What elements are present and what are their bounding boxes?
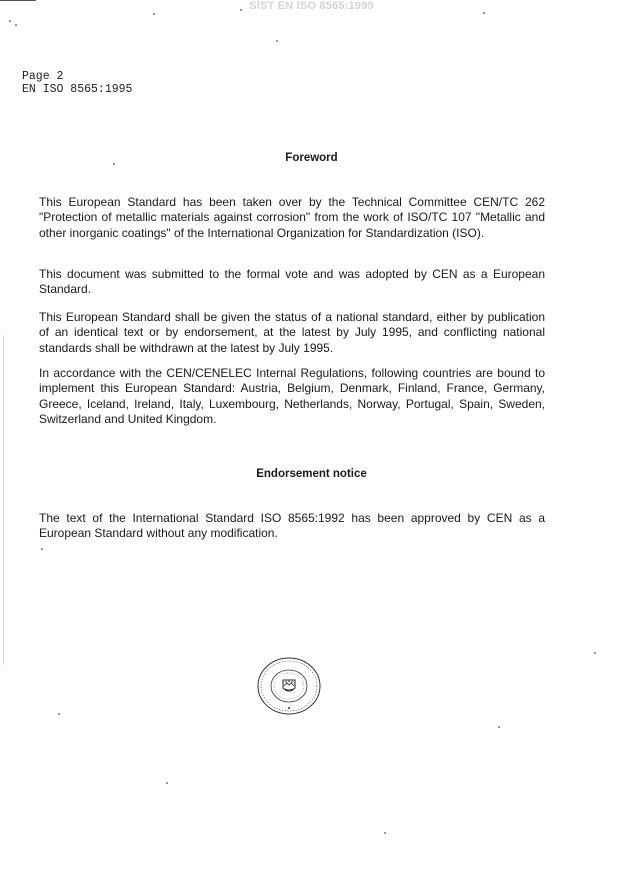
foreword-paragraph-1: This European Standard has been taken over by the Technical Committee CEN/TC 262 "Protection of metallic materials against corrosion" from the work of ISO/TC 107 "Metallic and other inorganic coatings" of the International Organization for Standardization (ISO). xyxy=(39,195,545,240)
foreword-paragraph-2: This document was submitted to the formal vote and was adopted by CEN as a European Standard. xyxy=(39,267,545,297)
foreword-paragraph-3: This European Standard shall be given the status of a national standard, either by publication of an identical text or by endorsement, at the latest by July 1995, and conflicting national standards shall be withdrawn at the latest by July 1995. xyxy=(39,310,545,355)
foreword-title: Foreword xyxy=(285,152,338,164)
watermark-text: SIST EN ISO 8565:1999 xyxy=(249,0,374,12)
foreword-paragraph-4: In accordance with the CEN/CENELEC Internal Regulations, following countries are bound to implement this European Standard: Austria, Belgium, Denmark, Finland, France, Germany, Greece, Iceland, Ireland, Italy, Luxembourg, Netherlands, Norway, Portugal, Spain, Sweden, Switzerland and United Kingdom. xyxy=(39,366,545,426)
document-reference: EN ISO 8565:1995 xyxy=(22,83,133,96)
scan-speck xyxy=(276,40,278,42)
scan-speck xyxy=(58,713,60,715)
scan-speck xyxy=(594,652,596,654)
page-label: Page 2 xyxy=(22,70,64,83)
scan-speck xyxy=(166,782,168,784)
page-header xyxy=(22,70,132,96)
scan-speck xyxy=(153,13,155,15)
endorsement-paragraph: The text of the International Standard ISO 8565:1992 has been approved by CEN as a European Standard without any modification. xyxy=(39,511,545,541)
scan-speck xyxy=(41,548,43,550)
endorsement-title: Endorsement notice xyxy=(256,468,367,480)
scan-edge-line xyxy=(3,335,4,665)
scan-speck xyxy=(15,24,17,26)
scan-speck xyxy=(483,12,485,14)
scan-speck xyxy=(113,163,115,165)
scan-speck xyxy=(9,20,11,22)
scan-speck xyxy=(240,9,242,11)
scan-speck xyxy=(498,726,500,728)
official-stamp-icon xyxy=(256,656,322,716)
scan-speck xyxy=(384,832,386,834)
